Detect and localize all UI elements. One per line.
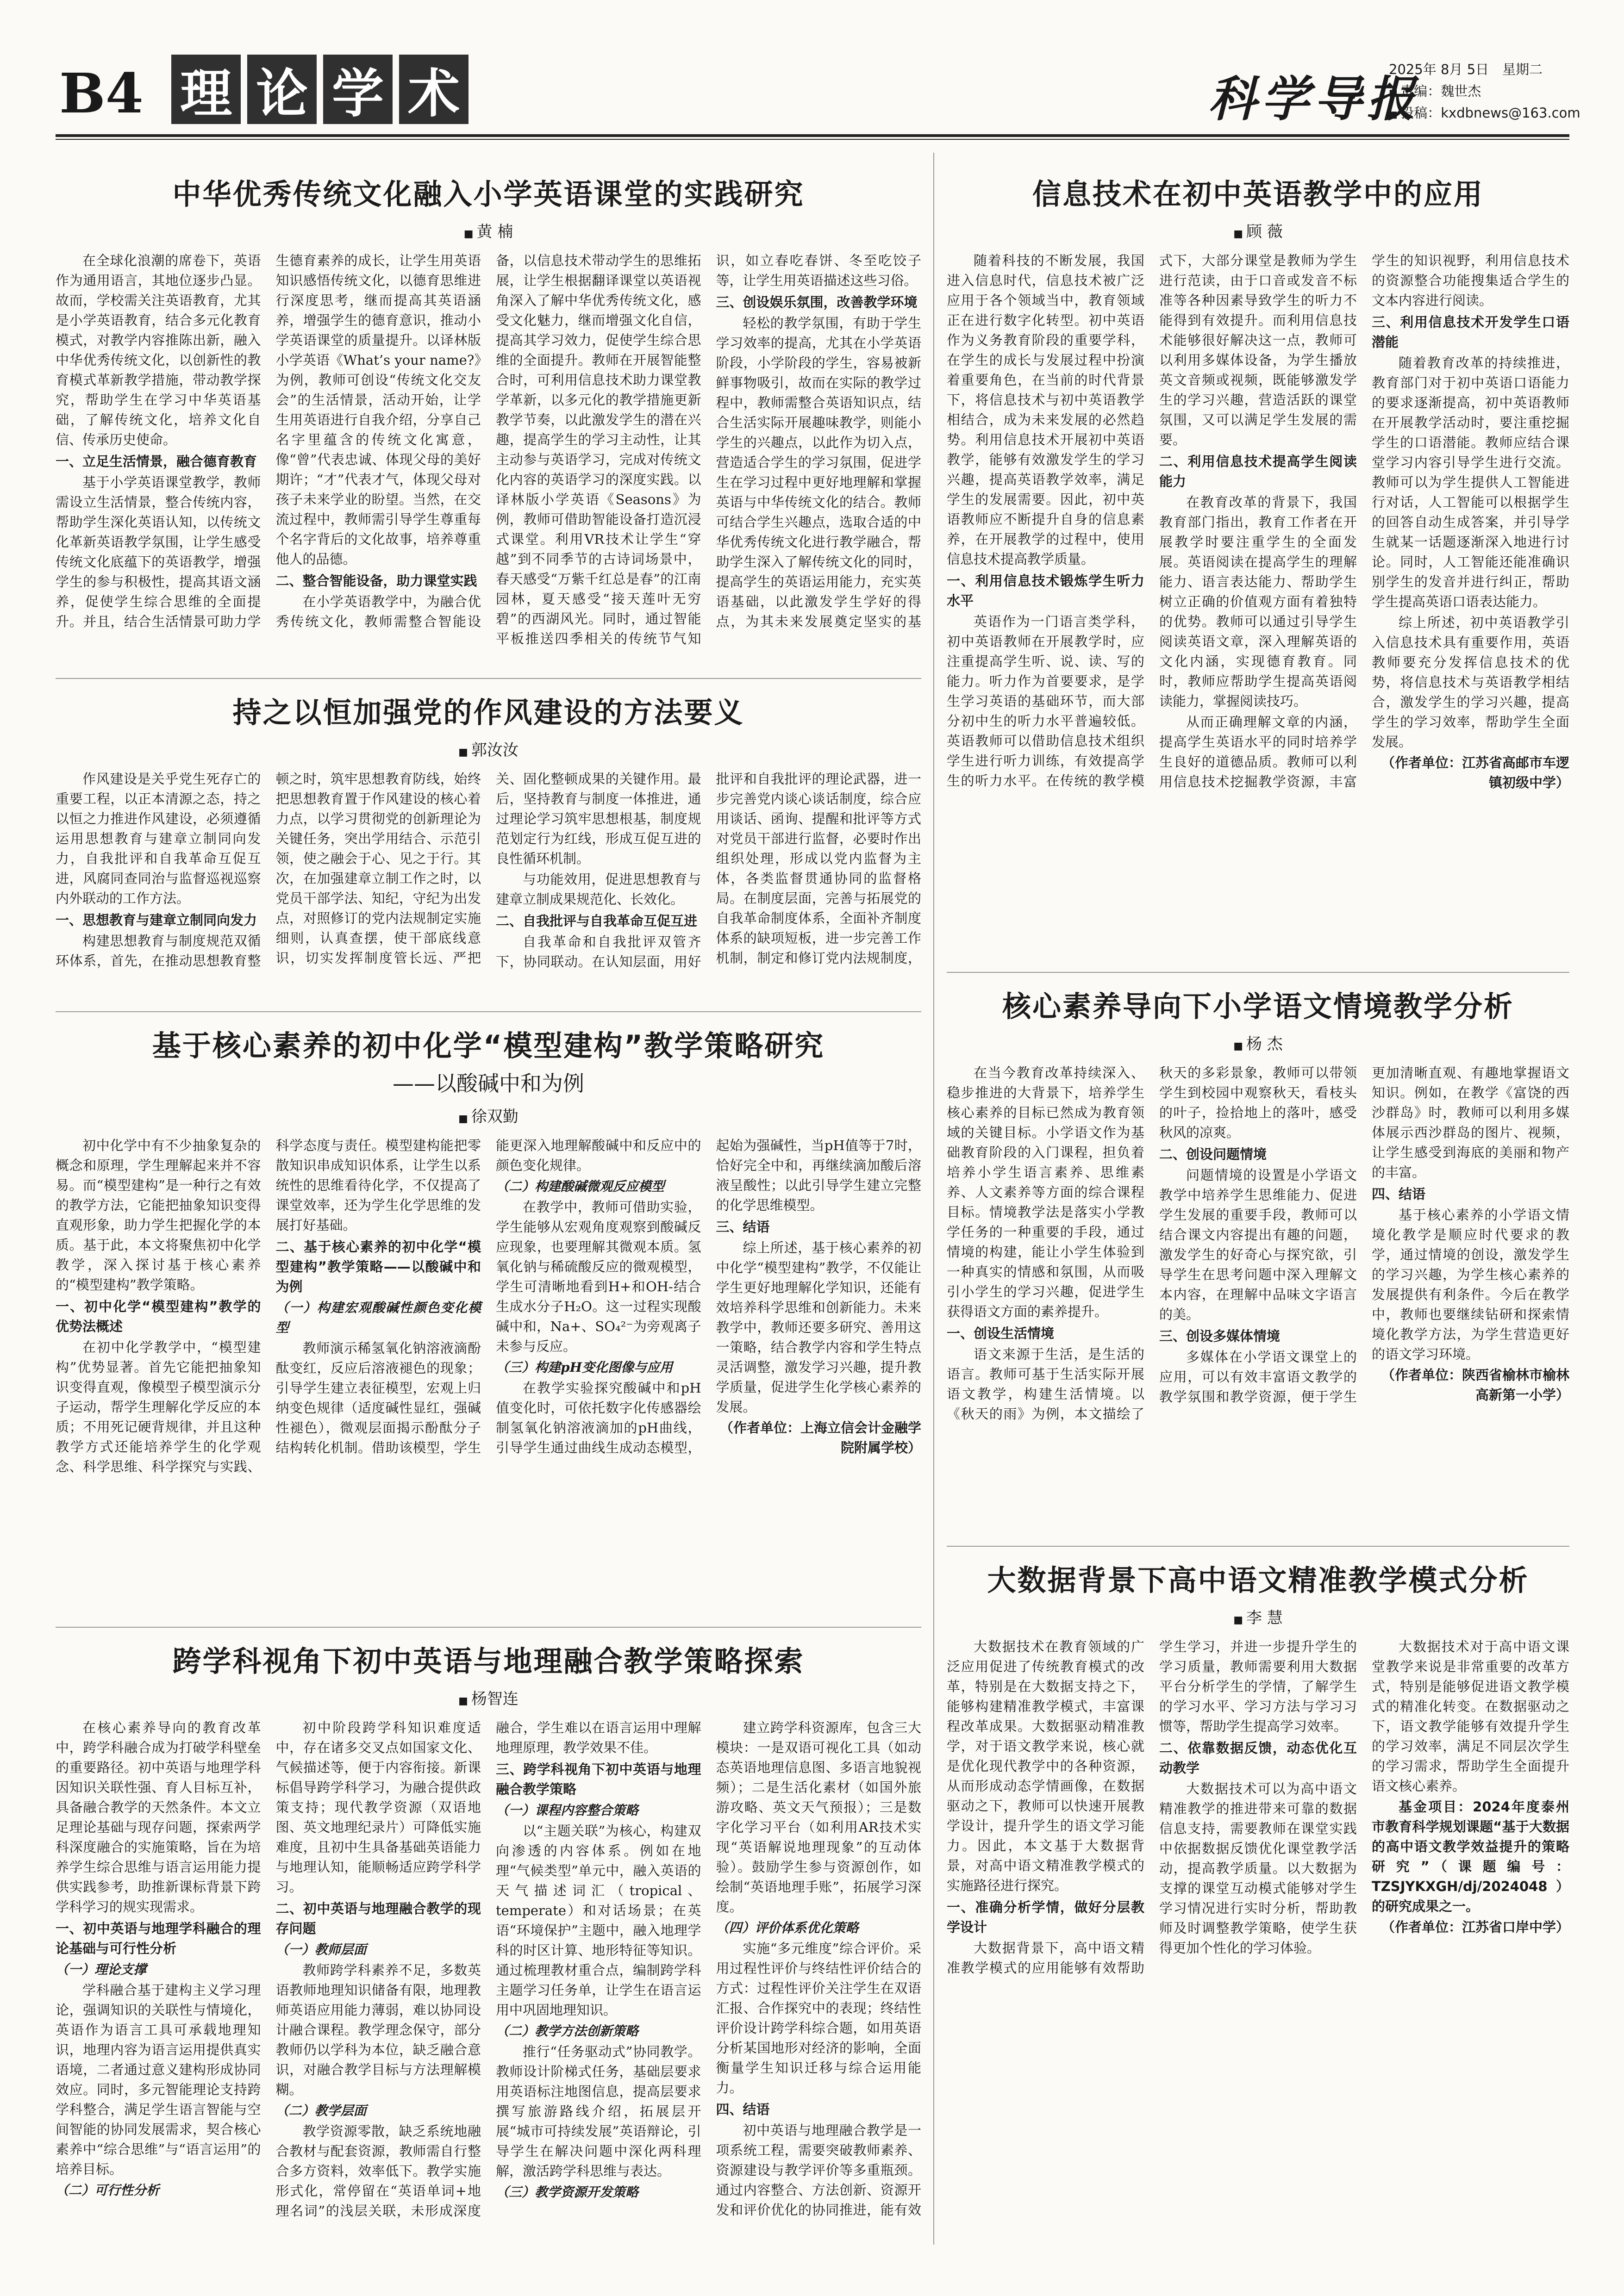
article-divider bbox=[56, 1627, 921, 1628]
article bbox=[947, 983, 1569, 1539]
paragraph: 建立跨学科资源库，包含三大模块：一是双语可视化工具（如动态英语地理信息图、多语言地貌视频）；二是生活化素材（如国外旅游攻略、英文天气预报）；三是数字化学习平台（如利用AR技术实现“英语解说地理现象”的互动体验）。鼓励学生参与资源创作，如绘制“英语地理手账”，拓展学习深度。 bbox=[716, 1720, 921, 1915]
article bbox=[56, 690, 921, 1004]
contribute-email: ■ 投稿：kxdbnews@163.com bbox=[1389, 103, 1580, 124]
section-char: 论 bbox=[247, 55, 317, 124]
masthead-rule-thin bbox=[56, 139, 1569, 140]
article bbox=[947, 171, 1569, 965]
section-heading: 一、初中化学“模型建构”教学的优势法概述 bbox=[56, 1299, 261, 1334]
paragraph: 在核心素养导向的教育改革中，跨学科融合成为打破学科壁垒的重要路径。初中英语与地理学科因知识关联性强、育人目标互补，具备融合教学的天然条件。本文立足理论基础与现存问题，探索两学科深度融合的实施策略，旨在为培养学生综合思维与语言运用能力提供实践参考，助推新课标背景下跨学科学习的规实现需求。 bbox=[56, 1720, 261, 1915]
article bbox=[947, 1557, 1569, 2240]
author-unit: （作者单位：江苏省口岸中学） bbox=[1381, 1919, 1569, 1935]
article-body bbox=[56, 769, 921, 987]
paragraph: 学科融合基于建构主义学习理论，强调知识的关联性与情境化，英语作为语言工具可承载地理知识，地理内容为语言运用提供真实语境，二者通过意义建构形成协同效应。同时，多元智能理论支持跨学科整合，满足学生语言智能与空间智能的协同发展需求，契合核心素养中“综合思维”与“语言运用”的培养目标。 bbox=[56, 1982, 261, 2177]
section-heading: 一、利用信息技术锻炼学生听力水平 bbox=[947, 573, 1144, 609]
author-unit: （作者单位：上海立信会计金融学院附属学校） bbox=[719, 1420, 921, 1456]
paragraph: 轻松的教学氛围，有助于学生学习效率的提高，尤其在小学英语阶段，小学阶段的学生，容易被新鲜事物吸引，故而在实际的教学过程中，教师需整合英语知识点，结合生活实际开展趣味教学，则能小学生的兴趣点，以此作为切入点，营造适合学生的学习氛围，促进学生在学习过程中更好地理解和掌握英语与中华传统文化的结合。教师可结合学生兴趣点，选取合适的中华优秀传统文化进行教学融合，帮助学生深入了解传统文化的同时，提高学生的英语运用能力，充实英语基础，以此激发学生学好的得点，为其未来发展奠定坚实的基 bbox=[716, 315, 921, 629]
paragraph: 在初中化学教学中，“模型建构”优势显著。首先它能把抽象知识变得直观，像模型子模型演示分子运动，帮学生理解化学反应的本质；不用死记硬背规律，并且这种教学方式还能培养学生的化学观念、科学思维、科学探究与实践、科学态度与责任。模型建构能把零散知识串成知识体系，让学生以系统性的思维看待化学，不仅提高了课堂效率，还为学生化学思维的发展打好基础。 bbox=[56, 1138, 481, 1475]
editor-credit: ■ 责编：魏世杰 bbox=[1389, 81, 1580, 103]
newspaper-logo: 科学导报 bbox=[1208, 70, 1420, 127]
article-title: 持之以恒加强党的作风建设的方法要义 bbox=[232, 696, 744, 729]
article bbox=[56, 1023, 921, 1620]
article-body bbox=[947, 251, 1569, 945]
section-char: 术 bbox=[399, 55, 468, 124]
paragraph: 初中英语与地理融合教学是一项系统工程，需要突破教师素养、资源建设与教学评价等多重瓶颈。通过内容整合、方法创新、资源开发和评价优化的协同推进，能有效 bbox=[716, 2122, 921, 2218]
subsection-heading: （一）教师层面 bbox=[275, 1942, 367, 1957]
paragraph: 构建思想教育与制度规范双循环体系，首先，在推动思想教育整顿之时，筑牢思想教育防线，始终把思想教育置于作风建设的核心着力点，以学习贯彻党的创新理论为关键任务，突出学用结合、示范引领，使之融会于心、见之于行。其次，在加强建章立制工作之时，以党员干部学法、知纪，守纪为出发点，对照修订的党内法规制定实施细则，认真查摆，使干部底线意识，切实发挥制度管长远、严把关、固化整顿成果的关键作用。最后，坚持教育与制度一体推进，通过理论学习筑牢思想根基，制度规范划定行为红线，形成互促互进的良性循环机制。 bbox=[56, 771, 701, 969]
paragraph: 基于小学英语课堂教学，教师需设立生活情景，整合传统内容，帮助学生深化英语认知，以传统文化革新英语教学氛围，让学生感受传统文化底蕴下的英语教学，增强学生的参与积极性，提高其语文涵养，促使学生综合思维的全面提升。并且，结合生活情景可助力学生德育素养的成长，让学生用英语知识感悟传统文化，以德育思维进行深度思考，继而提高其英语涵养，增强学生的德育意识，推动小学英语课堂的质量提升。以译林版小学英语《What’s your name?》为例，教师可创设“传统文化交友会”的生活情景，活动开始，让学生用英语进行自我介绍，分享自己名字里蕴含的传统文化寓意，像“曾”代表忠诚、体现父母的美好期许；“才”代表才气，体现父母对孩子未来学业的盼望。当然，在交流过程中，教师需引导学生尊重每个名字背后的文化故事，培养尊重他人的品德。 bbox=[56, 253, 481, 629]
article-author: ■ 徐双勤 bbox=[56, 1104, 921, 1126]
paragraph: 英语作为一门语言类学科，初中英语教师在开展教学时，应注重提高学生听、说、读、写的能力。听力作为首要要求，是学生学习英语的基础环节，而大部分初中生的听力水平普遍较低。英语教师可以借助信息技术组织学生进行听力训练，有效提高学生的听力水平。在传统的教学模式下，大部分课堂是教师为学生进行范读，由于口音或发音不标准等各种因素导致学生的听力不能得到有效提升。而利用信息技术能够很好解决这一点，教师可以利用多媒体设备，为学生播放英文音频或视频，既能够激发学生的学习兴趣，营造活跃的课堂氛围，又可以满足学生发展的需要。 bbox=[947, 253, 1357, 789]
article-body bbox=[56, 251, 921, 649]
subsection-heading: （二）可行性分析 bbox=[56, 2183, 160, 2198]
section-heading: 一、立足生活情景，融合德育教育 bbox=[56, 454, 257, 469]
section-heading: 三、利用信息技术开发学生口语潜能 bbox=[1372, 314, 1569, 350]
section-heading: 三、结语 bbox=[716, 1219, 770, 1235]
column-divider bbox=[933, 153, 934, 2245]
paragraph: 在教学中，教师可借助实验，学生能够从宏观角度观察到酸碱反应现象，也要理解其微观本质。氢氧化钠与稀硫酸反应的微观模型，学生可清晰地看到H+和OH-结合生成水分子H₂O。这一过程实现酸碱中和，Na+、SO₄²⁻为旁观离子未参与反应。 bbox=[496, 1199, 701, 1354]
section-heading: 三、跨学科视角下初中英语与地理融合教学策略 bbox=[496, 1761, 701, 1797]
section-char: 理 bbox=[171, 55, 241, 124]
section-char: 学 bbox=[323, 55, 393, 124]
paragraph: 大数据技术对于高中语文课堂教学来说是非常重要的改革方式，特别是能够促进语文教学模式的精准化转变。在数据驱动之下，语文教学能够有效提升学生的学习效率，满足不同层次学生的学习需求，帮助学生全面提升语文核心素养。 bbox=[1372, 1639, 1569, 1794]
subsection-heading: （二）教学方法创新策略 bbox=[496, 2023, 639, 2039]
article-title: 信息技术在初中英语教学中的应用 bbox=[1032, 177, 1484, 211]
paragraph: 大数据技术可以为高中语文精准教学的推进带来可靠的数据信息支持，需要教师在课堂实践中依据数据反馈优化课堂教学活动，提高教学质量。以大数据为支撑的课堂互动模式能够对学生学习情况进行实时分析，帮助教师及时调整教学策略，使学生获得更加个性化的学习体验。 bbox=[1159, 1781, 1357, 1956]
article-author: ■ 郭汝汝 bbox=[56, 737, 921, 760]
masthead-rule bbox=[56, 134, 1569, 137]
section-heading: 四、结语 bbox=[716, 2102, 770, 2117]
article-divider bbox=[947, 1546, 1569, 1547]
paragraph: 在小学英语教学中，为融合优秀传统文化，教师需整合智能设备，以信息技术带动学生的思维拓展，让学生根据翻译课堂以英语视角深入了解中华优秀传统文化，感受文化魅力，继而增强文化自信，提高其学习效力，促使学生综合思维的全面提升。教师在开展智能整合时，可利用信息技术助力课堂教学革新，以多元化的教学措施更新教学节奏，以此激发学生的潜在兴趣，提高学生的学习主动性，让其主动参与英语学习，完成对传统文化内容的英语学习的深度实践。以译林版小学英语《Seasons》为例，教师可借助智能设备打造沉浸式课堂。利用VR技术让学生“穿越”到不同季节的古诗词场景中，春天感受“万紫千红总是春”的江南园林，夏天感受“接天莲叶无穷碧”的西湖风光。同时，通过智能平板推送四季相关的传统节气知识，如立春吃春饼、冬至吃饺子等，让学生用英语描述这些习俗。 bbox=[275, 253, 921, 647]
paragraph: 综上所述，基于核心素养的初中化学“模型建构”教学，不仅能让学生更好地理解化学知识，还能有效培养科学思维和创新能力。未来教学中，教师还要多研究、善用这一策略，结合教学内容和学生特点灵活调整，激发学习兴趣，提升教学质量，促进学生化学核心素养的发展。 bbox=[716, 1240, 921, 1415]
subsection-heading: （二）教学层面 bbox=[275, 2103, 367, 2118]
section-heading: 一、准确分析学情，做好分层教学设计 bbox=[947, 1899, 1144, 1935]
paragraph: 语文来源于生活，是生活的语言。教师可基于生活实际开展语文教学，构建生活情境。以《秋天的雨》为例，本文描绘了秋天的多彩景象，教师可以带领学生到校园中观察秋天，看枝头的叶子，捡拾地上的落叶，感受秋风的凉爽。 bbox=[947, 1065, 1357, 1422]
subsection-heading: （二）构建酸碱微观反应模型 bbox=[496, 1179, 665, 1194]
paragraph: 实施“多元维度”综合评价。采用过程性评价与终结性评价结合的方式：过程性评价关注学生在双语汇报、合作探究中的表现；终结性评价设计跨学科综合题，如用英语分析某国地形对经济的影响，全面衡量学生知识迁移与综合运用能力。 bbox=[716, 1941, 921, 2096]
paragraph: 以“主题关联”为核心，构建双向渗透的内容体系。例如在地理“气候类型”单元中，融入英语的天气描述词汇（tropical、temperate）和对话场景；在英语“环境保护”主题中，融入地理学科的时区计算、地形特征等知识。通过梳理教材重合点，编制跨学科主题学习任务单，让学生在语言运用中巩固地理知识。 bbox=[496, 1823, 701, 2018]
paragraph: 教师跨学科素养不足，多数英语教师地理知识储备有限，地理教师英语应用能力薄弱，难以协同设计融合课程。教学理念保守，部分教师仍以学科为本位，缺乏融合意识，对融合教学目标与方法理解模糊。 bbox=[275, 1962, 481, 2097]
section-heading: 三、创设多媒体情境 bbox=[1159, 1328, 1280, 1344]
section-heading: 一、初中英语与地理学科融合的理论基础与可行性分析 bbox=[56, 1921, 261, 1956]
section-title bbox=[171, 55, 468, 124]
article-title: 核心素养导向下小学语文情境教学分析 bbox=[1002, 989, 1514, 1023]
paragraph: 随着科技的不断发展，我国进入信息时代，信息技术被广泛应用于各个领域当中，教育领域正在进行数字化转型。初中英语作为义务教育阶段的重要学科，在学生的成长与发展过程中扮演着重要角色，在当前的时代背景下，将信息技术与初中英语教学相结合，成为未来发展的必然趋势。利用信息技术开展初中英语教学，能够有效激发学生的学习兴趣，提高英语教学效率，满足学生的发展需要。因此，初中英语教师应不断提升自身的信息素养，在开展教学的过程中，使用信息技术提高教学质量。 bbox=[947, 253, 1144, 567]
article-divider bbox=[56, 1011, 921, 1012]
paragraph: 初中化学中有不少抽象复杂的概念和原理，学生理解起来并不容易。而“模型建构”是一种行之有效的教学方法，它能把抽象知识变得直观形象，助力学生把握化学的本质。基于此，本文将聚焦初中化学教学，深入探讨基于核心素养的“模型建构”教学策略。 bbox=[56, 1138, 261, 1293]
article-author: ■ 黄 楠 bbox=[56, 219, 921, 242]
article bbox=[56, 171, 921, 671]
paragraph: 在教育改革的背景下，我国教育部门指出，教育工作者在开展教学时要注重学生的全面发展。英语阅读在提高学生的理解能力、语言表达能力、帮助学生树立正确的价值观方面有着独特的优势。教师可以通过引导学生阅读英语文章，深入理解英语的文化内涵，实现德育教育。同时，教师应帮助学生提高英语阅读能力，掌握阅读技巧。 bbox=[1159, 494, 1357, 709]
section-heading: 二、利用信息技术提高学生阅读能力 bbox=[1159, 454, 1357, 489]
fund-note: 基金项目：2024年度泰州市教育科学规划课题“基于大数据的高中语文教学效益提升的策略研究”（课题编号：TZSJYKXGH/dj/2024048）的研究成果之一。 bbox=[1372, 1799, 1569, 1914]
paragraph: 基于核心素养的小学语文情境化教学是顺应时代要求的教学，通过情境的创设，激发学生的学习兴趣，为学生核心素养的发展提供有利条件。今后在教学中，教师也要继续钻研和探索情境化教学方法，为学生营造更好的语文学习环境。 bbox=[1372, 1207, 1569, 1362]
article-body bbox=[947, 1637, 1569, 2220]
article-body bbox=[56, 1718, 921, 2222]
section-heading: 二、自我批评与自我革命互促互进 bbox=[496, 913, 698, 929]
section-heading: 二、初中英语与地理融合教学的现存问题 bbox=[275, 1901, 481, 1936]
paragraph: 自我革命和自我批评双管齐下，协同联动。在认知层面，用好批评和自我批评的理论武器，进一步完善党内谈心谈话制度，综合应用谈话、函询、提醒和批评等方式对党员干部进行监督，必要时作出组织处理，形成以党内监督为主体，各类监督贯通协同的监督格局。在制度层面，完善与拓展党的自我革命制度体系，全面补齐制度体系的缺项短板，进一步完善工作机制，制定和修订党内法规制度， bbox=[496, 771, 921, 970]
article-divider bbox=[947, 972, 1569, 973]
paragraph: 随着教育改革的持续推进，教育部门对于初中英语口语能力的要求逐渐提高，初中英语教师在开展教学活动时，要注重挖掘学生的口语潜能。教师应结合课堂学习内容引导学生进行交流。教师可以为学生提供人工智能进行对话，人工智能可以根据学生的回答自动生成答案，并引导学生就某一话题逐渐深入地进行讨论。同时，人工智能还能准确识别学生的发音并进行纠正，帮助学生提高英语口语表达能力。 bbox=[1372, 355, 1569, 610]
article-author: ■ 杨 杰 bbox=[947, 1031, 1569, 1054]
paragraph: 大数据背景下，高中语文精准教学模式的应用能够有效帮助学生学习，并进一步提升学生的学习质量，教师需要利用大数据平台分析学生的学情，了解学生的学习水平、学习方法与学习习惯等，帮助学生提高学习效率。 bbox=[947, 1639, 1357, 1976]
article-author: ■ 李 慧 bbox=[947, 1605, 1569, 1628]
paragraph: 多媒体在小学语文课堂上的应用，可以有效丰富语文教学的教学氛围和教学资源，便于学生更加清晰直观、有趣地掌握语文知识。例如，在教学《富饶的西沙群岛》时，教师可以利用多媒体展示西沙群岛的图片、视频，让学生感受到海底的美丽和物产的丰富。 bbox=[1159, 1065, 1569, 1405]
paragraph: 推行“任务驱动式”协同教学。教师设计阶梯式任务，基础层要求用英语标注地图信息，提高层要求撰写旅游路线介绍，拓展层开展“城市可持续发展”英语辩论，引导学生在解决问题中深化两科理解，激活跨学科思维与表达。 bbox=[496, 2044, 701, 2179]
article-title: 跨学科视角下初中英语与地理融合教学策略探索 bbox=[172, 1644, 805, 1678]
paragraph: 综上所述，初中英语教学引入信息技术具有重要作用，英语教师要充分发挥信息技术的优势，将信息技术与英语教学相结合，激发学生的学习兴趣，提高学生的学习效率，帮助学生全面发展。 bbox=[1372, 615, 1569, 750]
section-heading: 二、创设问题情境 bbox=[1159, 1146, 1267, 1162]
section-heading: 二、基于核心素养的初中化学“模型建构”教学策略——以酸碱中和为例 bbox=[275, 1239, 481, 1294]
article bbox=[56, 1638, 921, 2240]
paragraph: 教学资源零散，缺乏系统地融合教材与配套资源，教师需自行整合多方资料，效率低下。教学实施形式化，常停留在“英语单词+地理名词”的浅层关联，未形成深度融合，学生难以在语言运用中理解地理原理，教学效果不佳。 bbox=[275, 1720, 701, 2219]
paragraph: 在教学实验探究酸碱中和pH值变化时，可依托数字化传感器绘制氢氧化钠溶液滴加的pH曲线，引导学生通过曲线生成动态模型，起始为强碱性，当pH值等于7时，恰好完全中和，再继续滴加酸后溶液呈酸性；以此引导学生建立完整的化学思维模型。 bbox=[496, 1138, 921, 1456]
section-heading: 二、依靠数据反馈，动态优化互动教学 bbox=[1159, 1740, 1357, 1776]
page-code: B4 bbox=[59, 61, 144, 125]
subsection-heading: （三）教学资源开发策略 bbox=[496, 2184, 639, 2200]
article-author: ■ 杨智连 bbox=[56, 1686, 921, 1709]
paragraph: 初中阶段跨学科知识难度适中，存在诸多交叉点如国家文化、气候描述等，便于内容衔接。新课标倡导跨学科学习，为融合提供政策支持；现代教学资源（双语地图、英文地理纪录片）可降低实施难度，且初中生具备基础英语能力与地理认知，能顺畅适应跨学科学习。 bbox=[275, 1720, 481, 1895]
article-title: 大数据背景下高中语文精准教学模式分析 bbox=[987, 1563, 1529, 1597]
paragraph: 在全球化浪潮的席卷下，英语作为通用语言，其地位逐步凸显。故而，学校需关注英语教育，尤其是小学英语教育，结合多元化教育模式，对教学内容推陈出新，融入中华优秀传统文化，以创新性的教育模式革新教学措施，带动教学探究，帮助学生在学习中华英语基础，了解传统文化，培养文化自信、传承历史使命。 bbox=[56, 253, 261, 448]
subsection-heading: （一）构建宏观酸碱性颜色变化模型 bbox=[275, 1300, 481, 1335]
section-heading: 一、创设生活情境 bbox=[947, 1325, 1055, 1341]
paragraph: 与功能效用，促进思想教育与建章立制成果规范化、长效化。 bbox=[496, 871, 701, 907]
subsection-heading: （一）课程内容整合策略 bbox=[496, 1803, 639, 1818]
article-subtitle: ——以酸碱中和为例 bbox=[393, 1071, 584, 1096]
article-author: ■ 顾 薇 bbox=[947, 219, 1569, 242]
paragraph: 在当今教育改革持续深入、稳步推进的大背景下，培养学生核心素养的目标已然成为教育领域的关键目标。小学语文作为基础教育阶段的入门课程，担负着培养小学生语言素养、思维素养、人文素养等方面的综合课程目标。情境教学法是落实小学教学任务的一种重要的手段，通过情境的构建，能让小学生体验到一种真实的情感和氛围，从而吸引小学生的学习兴趣，促进学生获得语文方面的素养提升。 bbox=[947, 1065, 1144, 1319]
section-heading: 四、结语 bbox=[1372, 1186, 1426, 1202]
paragraph: 教师演示稀氢氧化钠溶液滴酚酞变红，反应后溶液褪色的现象；引导学生建立表征模型，宏观上归纳变色规律（适度碱性显红，强碱性褪色），微观层面揭示酚酞分子结构转化机制。借助该模型，学生能更深入地理解酸碱中和反应中的颜色变化规律。 bbox=[275, 1138, 701, 1456]
paragraph: 大数据技术在教育领域的广泛应用促进了传统教育模式的改革，特别是在大数据支持之下，能够构建精准教学模式，丰富课程改革成果。大数据驱动精准教学，对于语文教学来说，核心就是优化现代教学中的各种资源，从而形成动态学情画像，在数据驱动之下，教师可以快速开展教学设计，提升学生的语文学习能力。因此，本文基于大数据背景，对高中语文精准教学模式的实施路径进行探究。 bbox=[947, 1639, 1144, 1893]
section-heading: 一、思想教育与建章立制同向发力 bbox=[56, 912, 257, 928]
subsection-heading: （一）理论支撑 bbox=[56, 1962, 147, 1977]
article-divider bbox=[56, 678, 921, 679]
paragraph: 从而正确理解文章的内涵，提高学生英语水平的同时培养学生良好的道德品质。教师可以利用信息技术挖掘教学资源，丰富学生的知识视野，利用信息技术的资源整合功能搜集适合学生的文本内容进行阅读。 bbox=[1159, 253, 1569, 790]
issue-info bbox=[1389, 59, 1580, 124]
subsection-heading: （四）评价体系优化策略 bbox=[716, 1920, 859, 1935]
section-heading: 二、整合智能设备，助力课堂实践 bbox=[275, 573, 477, 589]
paragraph: 问题情境的设置是小学语文教学中培养学生思维能力、促进学生发展的重要手段，教师可以结合课文内容提出有趣的问题，激发学生的好奇心与探究欲，引导学生在思考问题中深入理解文本内容，在理解中品味文字语言的美。 bbox=[1159, 1167, 1357, 1322]
section-heading: 三、创设娱乐氛围，改善教学环境 bbox=[716, 294, 918, 310]
article-title: 中华优秀传统文化融入小学英语课堂的实践研究 bbox=[172, 177, 805, 211]
article-body bbox=[947, 1063, 1569, 1521]
subsection-heading: （三）构建pH变化图像与应用 bbox=[496, 1360, 673, 1375]
article-title: 基于核心素养的初中化学“模型建构”教学策略研究 bbox=[152, 1029, 825, 1063]
paragraph: 作风建设是关乎党生死存亡的重要工程，以正本清源之态，持之以恒之力推进作风建设，必须遵循运用思想教育与建章立制同向发力，自我批评和自我革命互促互进，风腐同查同治与监督巡视巡察内外联动的工作方法。 bbox=[56, 771, 261, 906]
author-unit: （作者单位：江苏省高邮市车逻镇初级中学） bbox=[1381, 755, 1569, 790]
issue-date: 2025年 8月 5日 星期二 bbox=[1389, 62, 1543, 77]
article-body bbox=[56, 1136, 921, 1603]
author-unit: （作者单位：陕西省榆林市榆林高新第一小学） bbox=[1381, 1367, 1569, 1403]
